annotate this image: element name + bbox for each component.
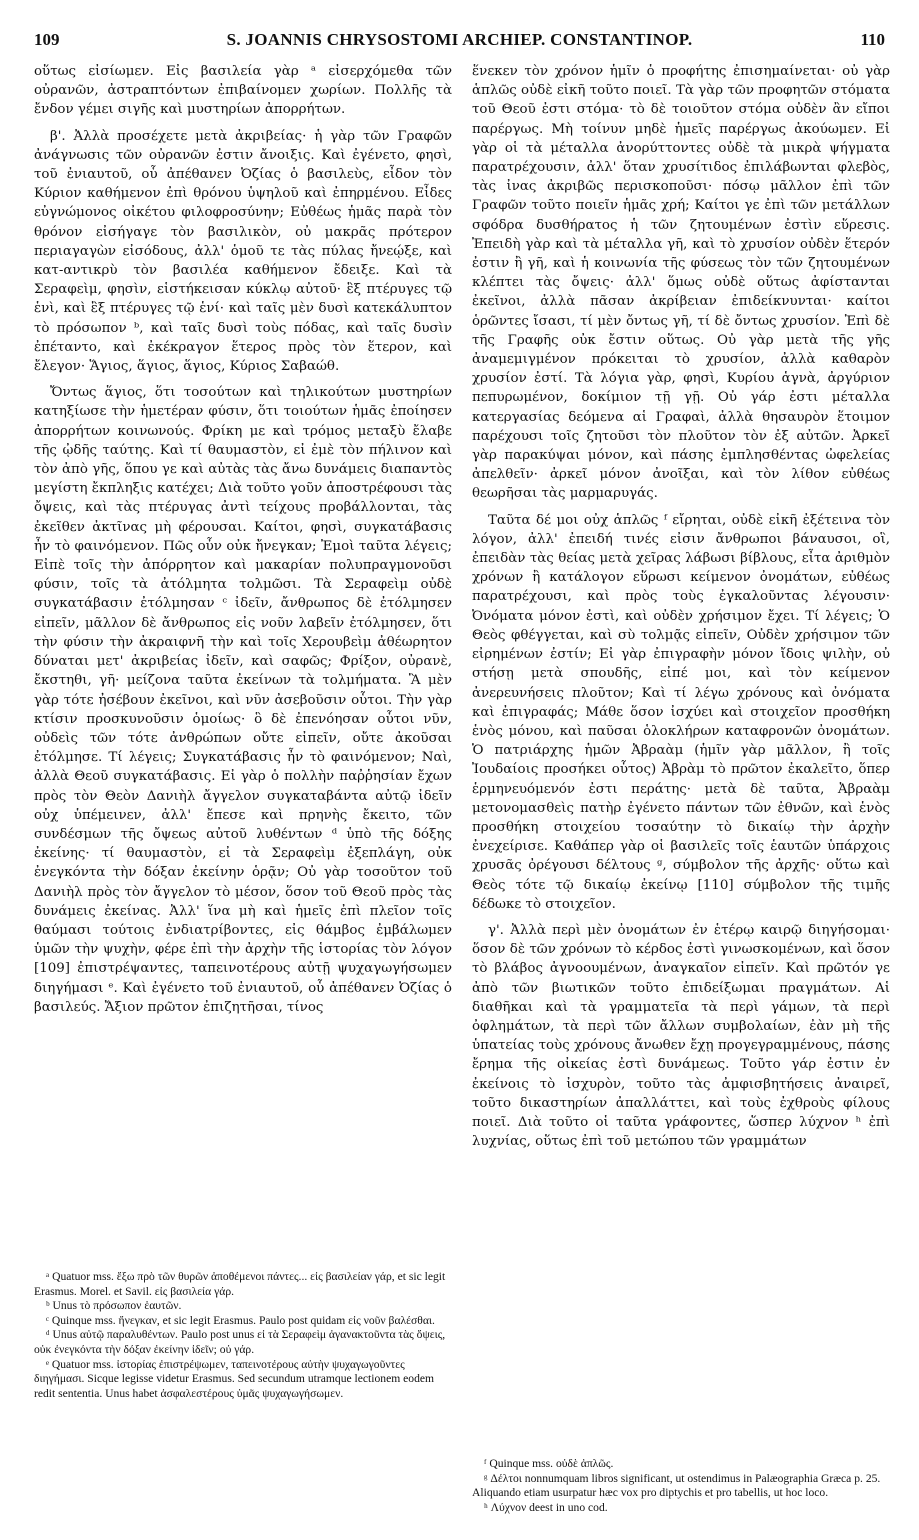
footnote: ᵍ Δέλτοι nonnumquam libros significant, ut ostendimus in Palæographia Græca p. 25. Aliquando etiam usurpatur hæc vox pro diptychis et pro tabellis, ut hoc loco. — [472, 1471, 881, 1500]
footnote: ᶠ Quinque mss. οὐδὲ ἁπλῶς. — [484, 1457, 614, 1470]
left-column — [34, 62, 452, 1017]
running-title: S. JOANNIS CHRYSOSTOMI ARCHIEP. CONSTANTINOP. — [226, 30, 693, 49]
left-page-number: 109 — [34, 30, 60, 49]
footnote: ᵉ Quatuor mss. ἱστορίας ἐπιστρέψωμεν, ταπεινοτέρους αὐτὴν ψυχαγωγοῦντες διηγήμασι. Sicque legisse videtur Erasmus. Sed secundum utramque lectionem eodem redit sententia. Unus habet ἀσφαλεστέρους ὑμᾶς ψυχαγωγήσωμεν. — [34, 1357, 435, 1400]
paragraph: ἕνεκεν τὸν χρόνον ἡμῖν ὁ προφήτης ἐπισημαίνεται· οὐ γὰρ ἁπλῶς οὐδὲ εἰκῆ τοῦτο ποιεῖ. Τὰ γὰρ τῶν προφητῶν στόματα τοῦ Θεοῦ ἐστι στόμα· τὸ δὲ τοιοῦτον στόμα οὐδὲν ἂν εἴποι παρέργως. Μὴ τοίνυν μηδὲ ἡμεῖς παρέργως ἀκούωμεν. Εἰ γὰρ οἱ τὰ μέταλλα ἀνορύττοντες οὐδὲ τὰ μικρὰ ψήγματα παρατρέχουσιν, ἀλλ' ὅταν χρυσίτιδος ἐπιλάβωνται φλεβὸς, τὰς ἰνας ἀκριβῶς περισκοποῦσι· πόσῳ μᾶλλον ἐπὶ τῶν Γραφῶν τοῦτο ποιεῖν ἡμᾶς χρή; Καίτοι γε ἐπὶ τῶν μετάλλων σφόδρα δυσθήρατος ἡ τῶν ζητουμένων ἐστὶν εὕρεσις. Ἐπειδὴ γὰρ καὶ τὰ μέταλλα γῆ, καὶ τὸ χρυσίον οὐδὲν ἕτερόν ἐστιν ἢ γῆ, καὶ ἡ κοινωνία τῆς φύσεως τὸν τῶν ζητουμένων κλέπτει τὰς ὄψεις· ἀλλ' ὅμως οὐδὲ οὕτως ἀφίστανται ἐκεῖνοι, ἀλλὰ πᾶσαν ἀκρίβειαν ἐπιδείκνυνται· καίτοι ὁρῶντες ἴσασι, τί μὲν ὄντως γῆ, τί δὲ ὄντως χρυσίον. Ἐπὶ δὲ τῆς Γραφῆς οὐκ ἔστιν οὕτως. Οὐ γὰρ μετὰ τῆς γῆς ἀναμεμιγμένον πρόκειται τὸ χρυσίον, ἀλλὰ καθαρὸν χρυσίον ἐστί. Τὰ λόγια γὰρ, φησὶ, Κυρίου ἁγνὰ, ἀργύριον πεπυρωμένον, δοκίμιον τῇ γῇ. Οὐ γάρ ἐστι μέταλλα κατεργασίας δεόμενα αἱ Γραφαὶ, ἀλλὰ θησαυρὸν ἕτοιμον παρέχουσι τοῖς ζητοῦσι τὸν πλοῦτον τὸν ἐξ αὐτῶν. Ἀρκεῖ γὰρ παρακύψαι μόνον, καὶ πάσης ἐμπλησθέντας ὠφελείας ἀπελθεῖν· ἀρκεῖ μόνον ἀνοῖξαι, καὶ τὸν λίθον εὐθέως θεωρῆσαι τὰς μαρμαρυγάς. — [472, 64, 890, 502]
paragraph: Ὄντως ἅγιος, ὅτι τοσούτων καὶ τηλικούτων μυστηρίων κατηξίωσε τὴν ἡμετέραν φύσιν, ὅτι τοιούτων ἡμᾶς ἐποίησεν ἀπορρήτων κοινωνούς. Φρίκη με καὶ τρόμος μεταξὺ ἔλαβε τῆς ᾠδῆς ταύτης. Καὶ τί θαυμαστὸν, εἰ ἐμὲ τὸν πήλινον καὶ τὸν ἀπὸ γῆς, ὅπου γε καὶ αὐτὰς τὰς ἄνω δυνάμεις διαπαντὸς μεγίστη ἔκπληξις κατέχει; Διὰ τοῦτο γοῦν ἀποστρέφουσι τὰς ὄψεις, καὶ τὰς πτέρυγας ἀντὶ τείχους προβάλλονται, τὰς ἐκεῖθεν ἀκτῖνας μὴ φέρουσαι. Καίτοι, φησὶ, συγκατάβασις ἦν τὸ φαινόμενον. Πῶς οὖν οὐκ ἤνεγκαν; Ἐμοὶ ταῦτα λέγεις; Εἰπὲ τοῖς τὴν ἀπόρρητον καὶ μακαρίαν πολυπραγμονοῦσι φύσιν, τοῖς τὰ ἀτόλμητα τολμῶσι. Τὰ Σεραφεὶμ οὐδὲ συγκατάβασιν ἐτόλμησαν ᶜ ἰδεῖν, ἄνθρωπος δὲ ἐτόλμησεν εἰπεῖν, μᾶλλον δὲ ἄνθρωπος εἰς νοῦν λαβεῖν ἐτόλμησεν, ὅτι τὴν φύσιν τὴν ἀκραιφνῆ τὴν καὶ τοῖς Χερουβεὶμ ἀθέωρητον δύναται μετ' ἀκριβείας ἰδεῖν, καὶ σαφῶς; Φρίξον, οὐρανὲ, ἔκστηθι, γῆ· μείζονα ταῦτα ἐκείνων τὰ τολμήματα. Ἃ μὲν γὰρ τότε ἠσέβουν ἐκεῖνοι, καὶ νῦν ἀσεβοῦσιν οὗτοι. Τὴν γὰρ κτίσιν προσκυνοῦσιν ὁμοίως· ὃ δὲ ἐπενόησαν οὗτοι νῦν, οὐδεὶς τῶν τότε ἀνθρώπων οὔτε εἰπεῖν, οὔτε ἀκοῦσαι ἐτόλμησε. Τί λέγεις; Συγκατάβασις ἦν τὸ φαινόμενον; Ναὶ, ἀλλὰ Θεοῦ συγκατάβασις. Εἰ γὰρ ὁ πολλὴν παῤῥησίαν ἔχων πρὸς τὸν Θεὸν Δανιὴλ ἄγγελον συγκαταβάντα αὐτῷ ἰδεῖν οὐχ ὑπέμεινεν, ἀλλ' ἔπεσε καὶ πρηνὴς ἔκειτο, τῶν συνδέσμων τῆς ὄψεως αὐτοῦ λυθέντων ᵈ ὑπὸ τῆς δόξης ἐκείνης· τί θαυμαστὸν, εἰ τὰ Σεραφεὶμ ἐξεπλάγη, οὐκ ἐνεγκόντα τὴν δόξαν ἐκείνην ὁρᾷν; Οὐ γὰρ τοσοῦτον τοῦ Δανιὴλ πρὸς τὸν ἄγγελον τὸ μέσον, ὅσον τοῦ Θεοῦ πρὸς τὰς δυνάμεις ἐκείνας. Ἀλλ' ἵνα μὴ καὶ ἡμεῖς ἐπὶ πλεῖον τοῖς θαύμασι τούτοις ἐνδιατρίβοντες, εἰς θάμβος ἐμβάλωμεν ὑμῶν τὴν ψυχὴν, φέρε ἐπὶ τὴν ἀρχὴν τῆς ἱστορίας τὸν λόγον [109] ἐπιστρέψαντες, ταπεινοτέρους αὐτῇ ψυχαγωγήσωμεν διηγήμασι ᵉ. Καὶ ἐγένετο τοῦ ἐνιαυτοῦ, οὗ ἀπέθανεν Ὀζίας ὁ βασιλεύς. Ἄξιον πρῶτον ἐπιζητῆσαι, τίνος — [34, 385, 452, 1015]
paragraph: β'. Ἀλλὰ προσέχετε μετὰ ἀκριβείας· ἡ γὰρ τῶν Γραφῶν ἀνάγνωσις τῶν οὐρανῶν ἐστιν ἄνοιξις. Καὶ ἐγένετο, φησὶ, τοῦ ἐνιαυτοῦ, οὗ ἀπέθανεν Ὀζίας ὁ βασιλεὺς, εἶδον τὸν Κύριον καθήμενον ἐπὶ θρόνου ὑψηλοῦ καὶ ἐπηρμένου. Εἶδες εὐγνώμονος οἰκέτου φιλοφροσύνην; Εὐθέως ἡμᾶς παρὰ τὸν θρόνον εἰσήγαγε τὸν βασιλικὸν, οὐ μακρᾶς πρότερον περιαγαγὼν εἰσόδους, ἀλλ' ὁμοῦ τε τὰς πύλας ἤνεῴξε, καὶ κατ-αντικρὺ τὸν βασιλέα καθήμενον ἔδειξε. Καὶ τὰ Σεραφεὶμ, φησὶν, εἱστήκεισαν κύκλῳ αὐτοῦ· ἓξ πτέρυγες τῷ ἑνὶ, καὶ ἓξ πτέρυγες τῷ ἑνί· καὶ ταῖς μὲν δυσὶ κατεκάλυπτον τὸ πρόσωπον ᵇ, καὶ ταῖς δυσὶ τοὺς πόδας, καὶ ταῖς δυσὶν ἐπέταντο, καὶ ἐκέκραγον ἕτερος πρὸς τὸν ἕτερον, καὶ ἔλεγον· Ἅγιος, ἅγιος, ἅγιος, Κύριος Σαβαώθ. — [34, 128, 452, 375]
right-column — [472, 62, 890, 1151]
right-footnotes — [472, 1457, 890, 1515]
footnote: ᵇ Unus τὸ πρόσωπον ἑαυτῶν. — [46, 1299, 182, 1313]
paragraph: οὕτως εἰσίωμεν. Εἰς βασιλεία γὰρ ᵃ εἰσερχόμεθα τῶν οὐρανῶν, ἀστραπτόντων ἐπιβαίνομεν χωρίων. Πολλῆς τὰ ἔνδον γέμει σιγῆς καὶ μυστηρίων ἀπορρήτων. — [34, 64, 452, 118]
footnote: ᵈ Unus αὐτῷ παραλυθέντων. Paulo post unus εἰ τὰ Σεραφεὶμ ἀγανακτοῦντα τὰς ὄψεις, οὐκ ἐνεγκόντα τὴν δόξαν ἐκείνην ἰδεῖν; οὐ γάρ. — [34, 1328, 446, 1356]
footnote: ʰ Λύχνον deest in uno cod. — [484, 1500, 608, 1514]
page-header — [34, 30, 885, 54]
paragraph: Ταῦτα δέ μοι οὐχ ἁπλῶς ᶠ εἴρηται, οὐδὲ εἰκῆ ἐξέτεινα τὸν λόγον, ἀλλ' ἐπειδή τινές εἰσιν ἄνθρωποι βάναυσοι, οἳ, ἐπειδὰν τὰς θείας μετὰ χεῖρας λάβωσι βίβλους, εἶτα ἀριθμὸν χρόνων ἢ κατάλογον εὕρωσι κείμενον ὀνομάτων, εὐθέως παρατρέχουσι, καὶ πρὸς τοὺς ἐγκαλοῦντας λέγουσιν· Ὀνόματα μόνον ἐστὶ, καὶ οὐδὲν χρήσιμον ἔχει. Τί λέγεις; Ὁ Θεὸς φθέγγεται, καὶ σὺ τολμᾷς εἰπεῖν, Οὐδὲν χρήσιμον τῶν εἰρημένων ἐστίν; Εἰ γὰρ ἐπιγραφὴν μόνον ἴδοις ψιλὴν, οὐ στήσῃ μετὰ σπουδῆς, εἰπέ μοι, καὶ τὸν κείμενον ἀνερευνήσεις πλοῦτον; Καὶ τί λέγω χρόνους καὶ ὀνόματα καὶ ἐπιγραφάς; Μάθε ὅσον ἰσχύει καὶ στοιχεῖον προσθήκη ἑνὸς μόνου, καὶ παῦσαι ὁλοκλήρων καταφρονῶν ὀνομάτων. Ὁ πατριάρχης ἡμῶν Ἀβραὰμ (ἡμῖν γὰρ μᾶλλον, ἢ τοῖς Ἰουδαίοις προσήκει οὗτος) Ἀβρὰμ τὸ πρῶτον ἐκαλεῖτο, ὅπερ ἑρμηνευόμενόν ἐστι περάτης· μετὰ δὲ ταῦτα, Ἀβραὰμ μετονομασθεὶς πατὴρ ἐγένετο πάντων τῶν ἐθνῶν, καὶ ἑνὸς προσθήκη στοιχείου τοσαύτην τὸ δικαίῳ τὴν ἀρχὴν ἐνεχείρισε. Καθάπερ γὰρ οἱ βασιλεῖς τοῖς ἑαυτῶν ὑπάρχοις χρυσᾶς ὀρέγουσι δέλτους ᵍ, σύμβολον τῆς ἀρχῆς· οὕτω καὶ Θεὸς τότε τῷ δικαίῳ ἐκείνῳ [110] σύμβολον τῆς τιμῆς δέδωκε τὸ στοιχεῖον. — [472, 512, 890, 912]
footnote: ᶜ Quinque mss. ἤνεγκαν, et sic legit Erasmus. Paulo post quidam εἰς νοῦν βαλέσθαι. — [46, 1313, 435, 1327]
left-footnotes — [34, 1270, 452, 1401]
right-page-number: 110 — [860, 30, 885, 49]
paragraph: γ'. Ἀλλὰ περὶ μὲν ὀνομάτων ἐν ἑτέρῳ καιρῷ διηγήσομαι· ὅσον δὲ τῶν χρόνων τὸ κέρδος ἐστὶ γινωσκομένων, καὶ ὅσον τὸ βλάβος ἀγνοουμένων, ἀναγκαῖον εἰπεῖν. Καὶ πρῶτόν γε ἀπὸ τῶν βιωτικῶν τοῦτο ἐπιδείξωμαι πραγμάτων. Αἱ διαθῆκαι καὶ τὰ γραμματεῖα τὰ περὶ γάμων, τὰ περὶ ὀφλημάτων, τὰ περὶ τῶν ἄλλων συμβολαίων, ἐὰν μὴ τῆς ὑπατείας τοὺς χρόνους ἄνωθεν ἔχῃ προγεγραμμένους, πάσης ἔρημα τῆς οἰκείας ἐστὶ δυνάμεως. Τοῦτο γάρ ἐστιν ἐν ἐκείνοις τὸ ἰσχυρὸν, τοῦτο τὰς ἀμφισβητήσεις ἀναιρεῖ, τοῦτο δικαστηρίων ἀπαλλάττει, καὶ τοὺς ἐχθροὺς φίλους ποιεῖ. Διὰ τοῦτο οἱ ταῦτα γράφοντες, ὥσπερ λύχνον ʰ ἐπὶ λυχνίας, οὕτως ἐπὶ τοῦ μετώπου τῶν γραμμάτων — [472, 922, 890, 1150]
footnote: ᵃ Quatuor mss. ἔξω πρὸ τῶν θυρῶν ἀποθέμενοι πάντες... εἰς βασιλείαν γάρ, et sic legit Erasmus. Morel. et Savil. εἰς βασιλεία γάρ. — [34, 1270, 446, 1298]
